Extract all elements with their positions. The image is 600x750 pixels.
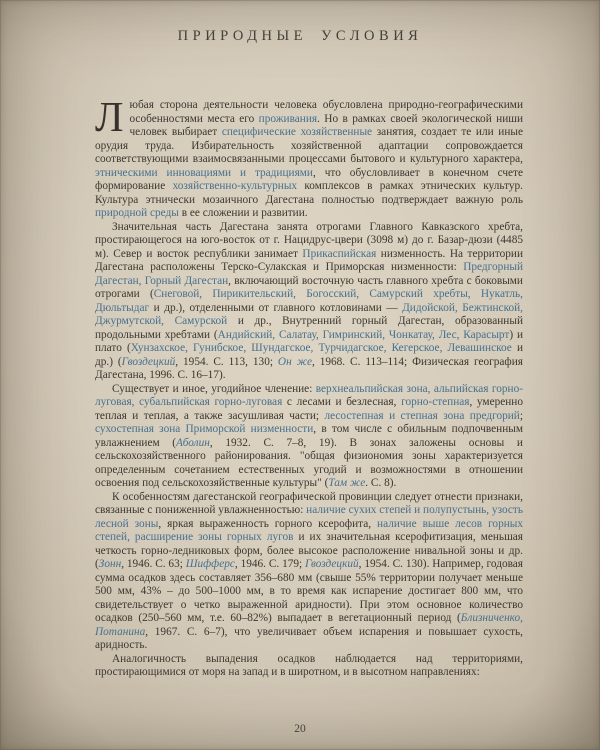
citation-text: Он же bbox=[277, 355, 312, 368]
emphasis-text: проживания bbox=[258, 112, 318, 125]
emphasis-text: верхнеальпийская зона, альпийская горно-луговая, субальпийская горно-луговая bbox=[95, 382, 523, 408]
emphasis-text: горно-степная bbox=[401, 396, 470, 408]
body-text: , умеренно теплая и теплая, а также засушливая части; bbox=[95, 396, 524, 422]
dropcap-letter: Л bbox=[95, 95, 124, 141]
citation-text: Гвоздецкий bbox=[305, 558, 359, 570]
emphasis-text: Хунзахское, Гунибское, Шундагское, Турчидагское, Кегерское, Левашинское bbox=[130, 342, 512, 354]
body-text: , в том числе с обильным подпочвенным увлажнением ( bbox=[95, 423, 523, 449]
body-text: Существует и иное, угодийное членение: bbox=[112, 382, 316, 395]
paragraph bbox=[95, 221, 523, 383]
body-text: комплексов в рамках этнических культур. Культура этнически мозаичного Дагестана полностью подтверждает важную роль bbox=[95, 180, 523, 206]
body-text: , включающий восточную часть главного хребта с боковыми отрогами ( bbox=[95, 274, 523, 300]
emphasis-text: специфические хозяйственные bbox=[221, 126, 373, 138]
body-text: и др.) ( bbox=[95, 342, 523, 368]
body-text: , яркая выраженность горного ксерофита, bbox=[158, 517, 378, 530]
emphasis-text: наличие выше лесов горных степей, расширение зоны горных лугов bbox=[95, 517, 523, 543]
body-text: низменность. На территории Дагестана расположены Терско-Сулакская и Приморская низменности: bbox=[95, 247, 523, 273]
body-text: юбая сторона деятельности человека обусловлена природно-географическими особенностями места его bbox=[129, 99, 523, 125]
citation-text: Зонн bbox=[98, 558, 122, 570]
citation-text: Аболин bbox=[176, 436, 210, 449]
citation-text: Гвоздецкий bbox=[121, 355, 176, 368]
emphasis-text: лесостепная и степная зона предгорий bbox=[324, 409, 520, 422]
emphasis-text: сухостепная зона Приморской низменности bbox=[95, 423, 314, 435]
body-text: с лесами и безлесная, bbox=[282, 396, 402, 408]
citation-text: Шифферс bbox=[185, 558, 235, 570]
body-text: , что обусловливает в конечном счете формирование bbox=[95, 166, 523, 192]
emphasis-text: хозяйственно-культурных bbox=[172, 180, 298, 192]
body-text: занятия, создает те или иные орудия труда. Избирательность хозяйственной адаптации сопровождается соответствующими взаимосвязанными процессами бытового и культурного характера, bbox=[95, 126, 523, 165]
emphasis-text: Снеговой, Пирикительский, Богосский, Самурский хребты, Нукатль, Дюльтыдаг bbox=[95, 288, 523, 314]
body-text: , 1946. С. 63; bbox=[121, 558, 186, 570]
body-text: , 1954. С. 113, 130; bbox=[175, 355, 278, 368]
body-text: и др.), отделенными от главного котловинами — bbox=[149, 301, 403, 314]
page-title: ПРИРОДНЫЕ УСЛОВИЯ bbox=[177, 28, 423, 44]
body-text: . Но в рамках своей экологической ниши человек выбирает bbox=[129, 112, 523, 138]
body-text: . С. 8). bbox=[365, 477, 397, 489]
emphasis-text: этническими инновациями и традициями bbox=[95, 166, 313, 179]
body-text: Значительная часть Дагестана занята отрогами Главного Кавказского хребта, простирающегося на юго-восток от г. Нацидрус-цвери (3098 м) до г. Базар-дюзи (4485 м). Север и восток республики занимает bbox=[95, 220, 523, 260]
citation-text: Близниченко, Потанина bbox=[95, 612, 523, 638]
text-block bbox=[95, 95, 524, 680]
body-text: и их значительная ксерофитизация, меньшая четкость горно-ледниковых форм, более высокое расположение нивальной зоны и др. ( bbox=[95, 531, 523, 570]
body-text: К особенностям дагестанской географической провинции следует отнести признаки, связанные с пониженной увлажненностью: bbox=[95, 490, 523, 516]
body-text: , 1967. С. 6–7), что увеличивает объем испарения и повышает сухость, аридность. bbox=[95, 625, 523, 651]
emphasis-text: Андийский, Салатау, Гимринский, Чонкатау, Лес, Карасырт bbox=[217, 328, 510, 341]
body-text: , 1954. С. 130). Например, годовая сумма осадков здесь составляет 356–680 мм (свыше 55% территории получает меньше 500 мм, 43% – до 500–1000 мм, в то время как испарение достигает 800 мм, что свидетельствует о четко выраженной аридности). При этом основное количество осадков (250–560 мм, т.е. 60–82%) выпадает в вегетационный период ( bbox=[95, 558, 523, 624]
emphasis-text: Дидойской, Бежтинской, Джурмутской, Самурской bbox=[95, 301, 524, 327]
body-text: в ее сложении и развитии. bbox=[178, 207, 308, 219]
body-text: , 1946. С. 179; bbox=[234, 558, 306, 570]
body-text: и др., Внутренний горный Дагестан, образованный продольными хребтами ( bbox=[95, 315, 523, 341]
body-text: , 1932. С. 7–8, 19). В зонах заложены основы и сельскохозяйственного районирования. "общая физиономия зоны характеризуется определенным сочетанием естественных угодий и возможностями в отношении освоения под сельскохозяйственные культуры" ( bbox=[95, 436, 523, 489]
emphasis-text: Прикаспийская bbox=[302, 247, 377, 260]
body-text: ; bbox=[519, 409, 523, 422]
paragraph bbox=[95, 95, 523, 221]
citation-text: Там же bbox=[328, 477, 366, 489]
body-text: ) и плато ( bbox=[95, 328, 523, 354]
paragraph bbox=[95, 653, 523, 680]
emphasis-text: наличие сухих степей и полупустынь, узость лесной зоны bbox=[95, 504, 524, 530]
emphasis-text: Предгорный Дагестан, Горный Дагестан bbox=[95, 261, 523, 287]
emphasis-text: природной среды bbox=[95, 207, 179, 219]
body-text: Аналогичность выпадения осадков наблюдается над территориями, простирающимися от моря на запад и в широтном, и в высотном направлениях: bbox=[95, 652, 523, 678]
paragraph bbox=[95, 491, 523, 653]
body-text: , 1968. С. 113–114; Физическая география Дагестана, 1996. С. 16–17). bbox=[95, 355, 523, 381]
paragraph bbox=[95, 383, 523, 491]
page-number: 20 bbox=[294, 723, 306, 735]
